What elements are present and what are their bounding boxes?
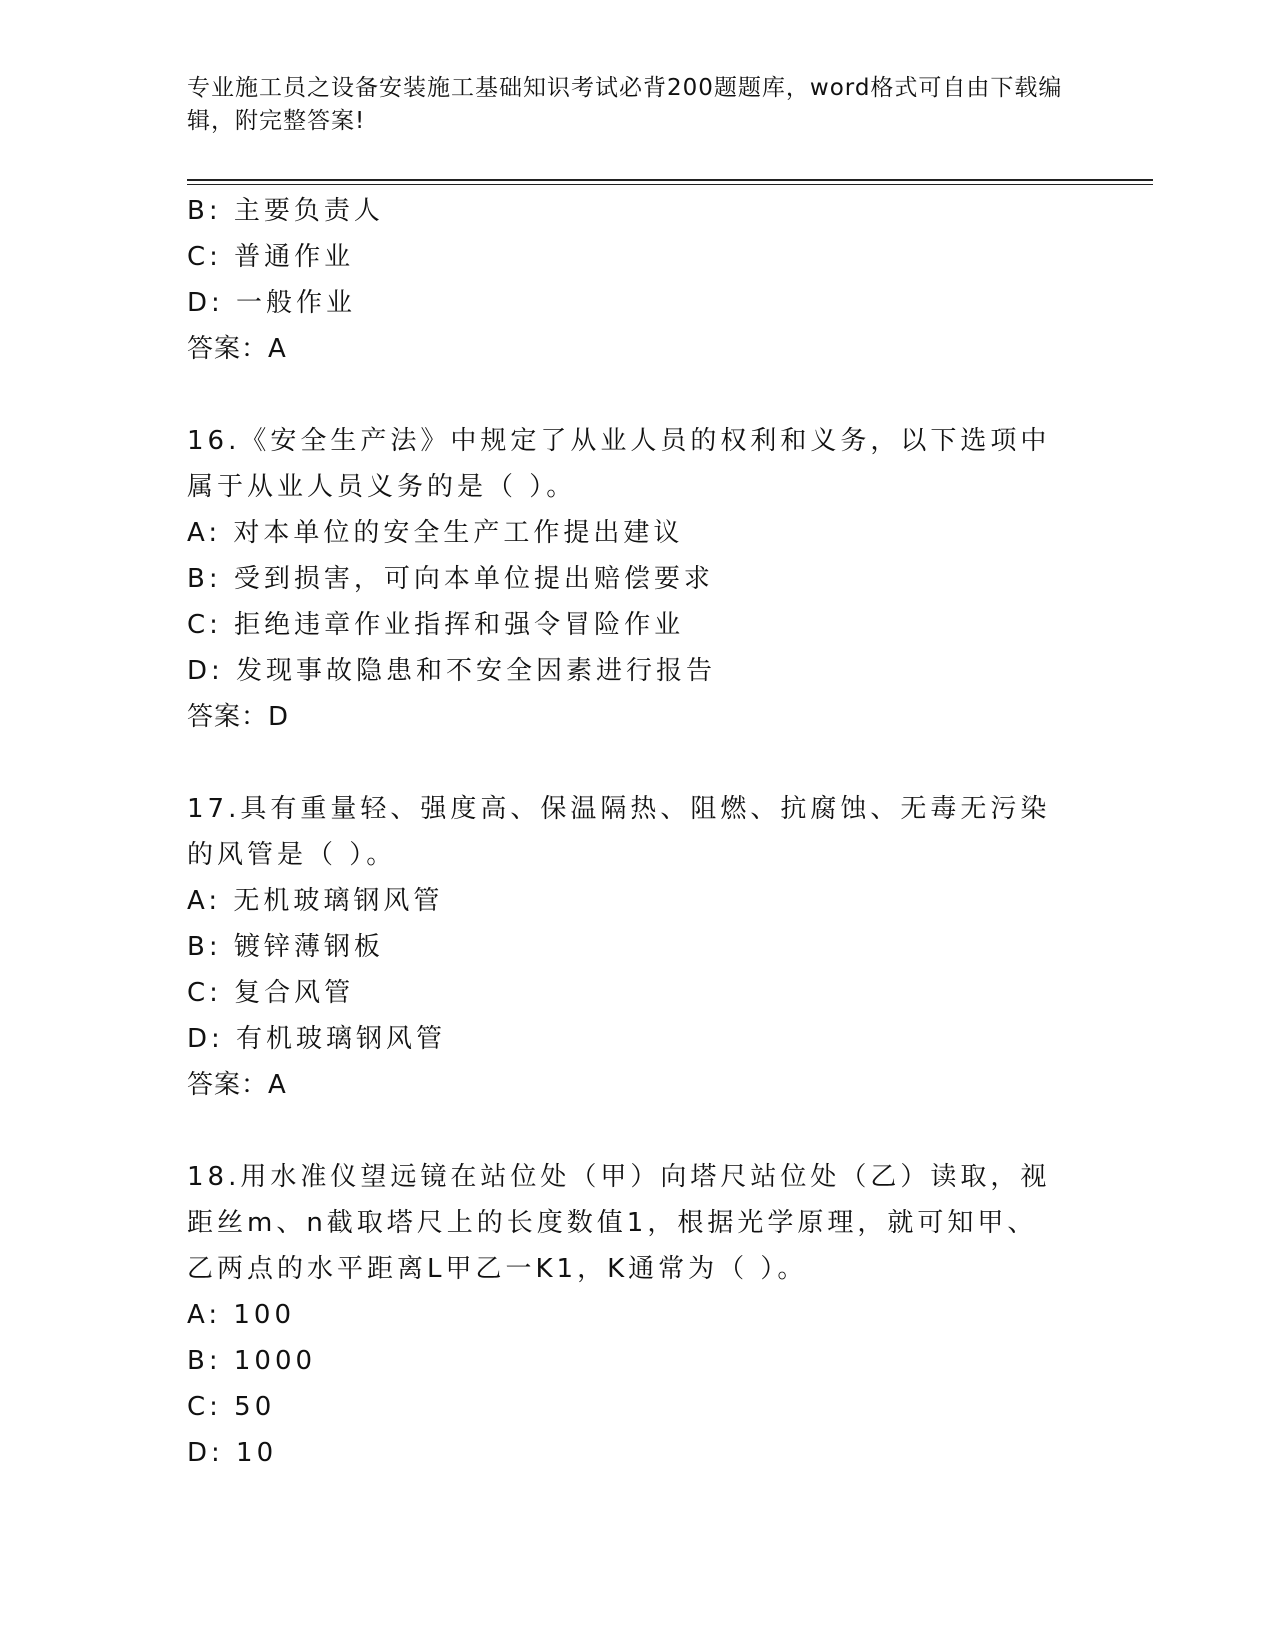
question-15-tail (187, 188, 1087, 372)
q16-option-a: A: 对本单位的安全生产工作提出建议 (187, 518, 684, 548)
document-header: 专业施工员之设备安装施工基础知识考试必背200题题库，word格式可自由下载编辑，附完整答案! (187, 75, 1063, 134)
q17-answer: 答案：A (187, 1070, 287, 1100)
q16-answer: 答案：D (187, 702, 290, 732)
q15-option-d: D: 一般作业 (187, 288, 357, 318)
q16-option-d: D: 发现事故隐患和不安全因素进行报告 (187, 656, 717, 686)
header-rule-thin (187, 184, 1153, 185)
question-17 (187, 786, 1087, 1108)
q18-option-b: B: 1000 (187, 1346, 317, 1376)
q17-option-d: D: 有机玻璃钢风管 (187, 1024, 447, 1054)
q16-stem: 16.《安全生产法》中规定了从业人员的权利和义务，以下选项中属于从业人员义务的是（ ）。 (187, 426, 1051, 502)
q17-option-b: B: 镀锌薄钢板 (187, 932, 384, 962)
q15-option-b: B: 主要负责人 (187, 196, 384, 226)
q18-option-a: A: 100 (187, 1300, 295, 1330)
question-content (187, 188, 1087, 1476)
question-18 (187, 1154, 1087, 1476)
q16-option-c: C: 拒绝违章作业指挥和强令冒险作业 (187, 610, 685, 640)
q16-option-b: B: 受到损害，可向本单位提出赔偿要求 (187, 564, 714, 594)
q18-option-c: C: 50 (187, 1392, 276, 1422)
q17-stem: 17.具有重量轻、强度高、保温隔热、阻燃、抗腐蚀、无毒无污染的风管是（ ）。 (187, 794, 1051, 870)
q18-stem: 18.用水准仪望远镜在站位处（甲）向塔尺站位处（乙）读取，视距丝m、n截取塔尺上的长度数值1，根据光学原理，就可知甲、乙两点的水平距离L甲乙一K1，K通常为（ ）。 (187, 1162, 1051, 1284)
spacer (187, 372, 1087, 418)
spacer (187, 1108, 1087, 1154)
q17-option-c: C: 复合风管 (187, 978, 355, 1008)
q18-option-d: D: 10 (187, 1438, 278, 1468)
spacer (187, 740, 1087, 786)
question-16 (187, 418, 1087, 740)
header-rule-thick (187, 179, 1153, 181)
q17-option-a: A: 无机玻璃钢风管 (187, 886, 444, 916)
q15-option-c: C: 普通作业 (187, 242, 355, 272)
q15-answer: 答案：A (187, 334, 287, 364)
